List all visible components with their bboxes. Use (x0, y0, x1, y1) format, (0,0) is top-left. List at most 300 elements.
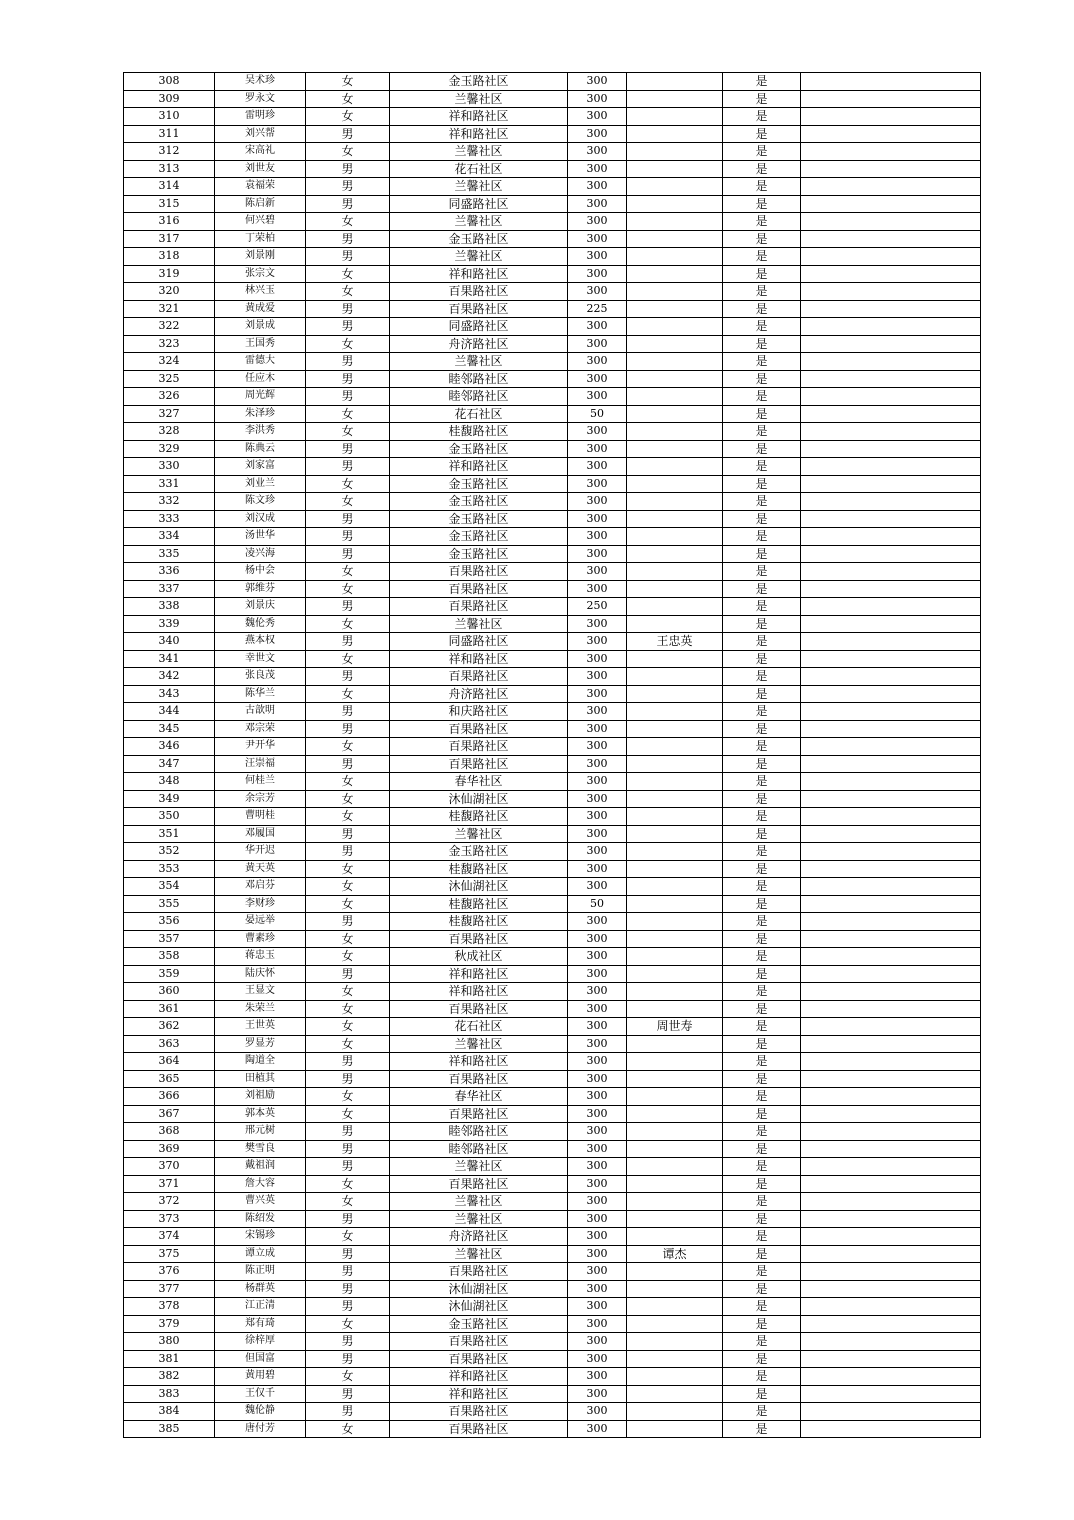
person-name-cell: 陈正明 (215, 1263, 306, 1281)
amount-cell: 300 (568, 878, 627, 896)
amount-cell: 300 (568, 808, 627, 826)
table-row (124, 668, 981, 686)
community-cell: 祥和路社区 (390, 125, 568, 143)
gender-cell: 女 (306, 1088, 390, 1106)
amount-cell: 300 (568, 1228, 627, 1246)
amount-cell: 300 (568, 1018, 627, 1036)
person-name-cell: 罗永文 (215, 90, 306, 108)
remarks-cell (801, 1140, 981, 1158)
community-cell: 舟济路社区 (390, 1228, 568, 1246)
row-number-cell: 327 (124, 405, 215, 423)
agent-cell (627, 1263, 723, 1281)
community-cell: 金玉路社区 (390, 230, 568, 248)
gender-cell: 女 (306, 283, 390, 301)
gender-cell: 女 (306, 1315, 390, 1333)
agent-cell (627, 1420, 723, 1438)
table-row (124, 1193, 981, 1211)
agent-cell (627, 930, 723, 948)
status-flag-cell: 是 (723, 388, 801, 406)
person-name-cell: 邓履国 (215, 825, 306, 843)
gender-cell: 男 (306, 370, 390, 388)
amount-cell: 300 (568, 458, 627, 476)
gender-cell: 男 (306, 195, 390, 213)
gender-cell: 女 (306, 650, 390, 668)
agent-cell (627, 353, 723, 371)
row-number-cell: 339 (124, 615, 215, 633)
status-flag-cell: 是 (723, 1368, 801, 1386)
gender-cell: 男 (306, 160, 390, 178)
remarks-cell (801, 615, 981, 633)
person-name-cell: 樊雪良 (215, 1140, 306, 1158)
gender-cell: 男 (306, 125, 390, 143)
person-name-cell: 张宗文 (215, 265, 306, 283)
amount-cell: 300 (568, 983, 627, 1001)
status-flag-cell: 是 (723, 1193, 801, 1211)
person-name-cell: 幸世文 (215, 650, 306, 668)
remarks-cell (801, 1123, 981, 1141)
remarks-cell (801, 1263, 981, 1281)
row-number-cell: 357 (124, 930, 215, 948)
amount-cell: 300 (568, 930, 627, 948)
agent-cell (627, 388, 723, 406)
community-cell: 祥和路社区 (390, 108, 568, 126)
table-row (124, 948, 981, 966)
amount-cell: 300 (568, 1140, 627, 1158)
status-flag-cell: 是 (723, 878, 801, 896)
status-flag-cell: 是 (723, 1123, 801, 1141)
community-cell: 金玉路社区 (390, 475, 568, 493)
remarks-cell (801, 1403, 981, 1421)
row-number-cell: 315 (124, 195, 215, 213)
agent-cell (627, 563, 723, 581)
person-name-cell: 宋高礼 (215, 143, 306, 161)
remarks-cell (801, 1385, 981, 1403)
status-flag-cell: 是 (723, 895, 801, 913)
amount-cell: 300 (568, 860, 627, 878)
amount-cell: 300 (568, 1070, 627, 1088)
row-number-cell: 374 (124, 1228, 215, 1246)
gender-cell: 女 (306, 335, 390, 353)
gender-cell: 男 (306, 1140, 390, 1158)
row-number-cell: 345 (124, 720, 215, 738)
agent-cell (627, 965, 723, 983)
status-flag-cell: 是 (723, 160, 801, 178)
amount-cell: 300 (568, 913, 627, 931)
agent-cell (627, 1105, 723, 1123)
status-flag-cell: 是 (723, 1140, 801, 1158)
table-row (124, 510, 981, 528)
remarks-cell (801, 563, 981, 581)
table-row (124, 913, 981, 931)
community-cell: 百果路社区 (390, 1333, 568, 1351)
remarks-cell (801, 1018, 981, 1036)
agent-cell (627, 125, 723, 143)
status-flag-cell: 是 (723, 528, 801, 546)
status-flag-cell: 是 (723, 1018, 801, 1036)
person-name-cell: 邢元树 (215, 1123, 306, 1141)
remarks-cell (801, 685, 981, 703)
row-number-cell: 355 (124, 895, 215, 913)
row-number-cell: 331 (124, 475, 215, 493)
person-name-cell: 汪崇福 (215, 755, 306, 773)
remarks-cell (801, 1350, 981, 1368)
person-name-cell: 杨群英 (215, 1280, 306, 1298)
person-name-cell: 曹明桂 (215, 808, 306, 826)
gender-cell: 男 (306, 598, 390, 616)
amount-cell: 300 (568, 493, 627, 511)
agent-cell (627, 335, 723, 353)
person-name-cell: 刘汉成 (215, 510, 306, 528)
gender-cell: 女 (306, 423, 390, 441)
table-row (124, 1420, 981, 1438)
table-row (124, 318, 981, 336)
status-flag-cell: 是 (723, 650, 801, 668)
agent-cell (627, 300, 723, 318)
gender-cell: 男 (306, 318, 390, 336)
row-number-cell: 347 (124, 755, 215, 773)
person-name-cell: 江正清 (215, 1298, 306, 1316)
gender-cell: 男 (306, 633, 390, 651)
gender-cell: 女 (306, 685, 390, 703)
community-cell: 兰馨社区 (390, 248, 568, 266)
agent-cell: 谭杰 (627, 1245, 723, 1263)
remarks-cell (801, 160, 981, 178)
gender-cell: 女 (306, 1420, 390, 1438)
table-row (124, 598, 981, 616)
gender-cell: 男 (306, 1158, 390, 1176)
status-flag-cell: 是 (723, 1228, 801, 1246)
table-row (124, 895, 981, 913)
person-name-cell: 李洪秀 (215, 423, 306, 441)
table-row (124, 1105, 981, 1123)
gender-cell: 女 (306, 878, 390, 896)
table-row (124, 1123, 981, 1141)
remarks-cell (801, 1088, 981, 1106)
status-flag-cell: 是 (723, 475, 801, 493)
agent-cell (627, 1368, 723, 1386)
community-cell: 祥和路社区 (390, 1368, 568, 1386)
gender-cell: 女 (306, 615, 390, 633)
table-row (124, 738, 981, 756)
amount-cell: 300 (568, 388, 627, 406)
person-name-cell: 尹开华 (215, 738, 306, 756)
remarks-cell (801, 143, 981, 161)
agent-cell (627, 265, 723, 283)
community-cell: 舟济路社区 (390, 685, 568, 703)
gender-cell: 男 (306, 1263, 390, 1281)
gender-cell: 女 (306, 1228, 390, 1246)
gender-cell: 女 (306, 1105, 390, 1123)
status-flag-cell: 是 (723, 1333, 801, 1351)
agent-cell (627, 685, 723, 703)
row-number-cell: 369 (124, 1140, 215, 1158)
gender-cell: 男 (306, 545, 390, 563)
remarks-cell (801, 913, 981, 931)
community-cell: 兰馨社区 (390, 178, 568, 196)
row-number-cell: 349 (124, 790, 215, 808)
status-flag-cell: 是 (723, 510, 801, 528)
community-cell: 睦邻路社区 (390, 370, 568, 388)
row-number-cell: 353 (124, 860, 215, 878)
remarks-cell (801, 475, 981, 493)
row-number-cell: 351 (124, 825, 215, 843)
person-name-cell: 曹兴英 (215, 1193, 306, 1211)
status-flag-cell: 是 (723, 948, 801, 966)
status-flag-cell: 是 (723, 860, 801, 878)
person-name-cell: 何桂兰 (215, 773, 306, 791)
agent-cell (627, 1298, 723, 1316)
person-name-cell: 刘世友 (215, 160, 306, 178)
table-row (124, 1385, 981, 1403)
status-flag-cell: 是 (723, 1245, 801, 1263)
table-row (124, 160, 981, 178)
person-name-cell: 朱泽珍 (215, 405, 306, 423)
amount-cell: 300 (568, 1123, 627, 1141)
community-cell: 兰馨社区 (390, 1245, 568, 1263)
agent-cell (627, 1210, 723, 1228)
table-row (124, 1245, 981, 1263)
community-cell: 同盛路社区 (390, 633, 568, 651)
person-name-cell: 汤世华 (215, 528, 306, 546)
agent-cell (627, 143, 723, 161)
gender-cell: 女 (306, 493, 390, 511)
amount-cell: 300 (568, 90, 627, 108)
agent-cell (627, 1053, 723, 1071)
gender-cell: 女 (306, 213, 390, 231)
row-number-cell: 378 (124, 1298, 215, 1316)
status-flag-cell: 是 (723, 1053, 801, 1071)
row-number-cell: 359 (124, 965, 215, 983)
row-number-cell: 368 (124, 1123, 215, 1141)
community-cell: 百果路社区 (390, 755, 568, 773)
row-number-cell: 377 (124, 1280, 215, 1298)
table-row (124, 195, 981, 213)
status-flag-cell: 是 (723, 790, 801, 808)
status-flag-cell: 是 (723, 563, 801, 581)
amount-cell: 300 (568, 1315, 627, 1333)
table-row (124, 248, 981, 266)
agent-cell (627, 913, 723, 931)
amount-cell: 300 (568, 650, 627, 668)
status-flag-cell: 是 (723, 545, 801, 563)
table-row (124, 265, 981, 283)
agent-cell (627, 1193, 723, 1211)
row-number-cell: 363 (124, 1035, 215, 1053)
status-flag-cell: 是 (723, 1420, 801, 1438)
row-number-cell: 360 (124, 983, 215, 1001)
gender-cell: 女 (306, 808, 390, 826)
agent-cell (627, 1280, 723, 1298)
gender-cell: 男 (306, 230, 390, 248)
person-name-cell: 刘景成 (215, 318, 306, 336)
table-row (124, 615, 981, 633)
gender-cell: 女 (306, 738, 390, 756)
agent-cell (627, 1035, 723, 1053)
amount-cell: 300 (568, 318, 627, 336)
remarks-cell (801, 1420, 981, 1438)
table-row (124, 633, 981, 651)
table-row (124, 353, 981, 371)
status-flag-cell: 是 (723, 668, 801, 686)
person-name-cell: 林兴玉 (215, 283, 306, 301)
status-flag-cell: 是 (723, 283, 801, 301)
community-cell: 兰馨社区 (390, 825, 568, 843)
agent-cell (627, 195, 723, 213)
gender-cell: 男 (306, 755, 390, 773)
gender-cell: 男 (306, 353, 390, 371)
remarks-cell (801, 108, 981, 126)
status-flag-cell: 是 (723, 370, 801, 388)
remarks-cell (801, 405, 981, 423)
gender-cell: 男 (306, 843, 390, 861)
status-flag-cell: 是 (723, 248, 801, 266)
status-flag-cell: 是 (723, 458, 801, 476)
gender-cell: 男 (306, 825, 390, 843)
table-row (124, 650, 981, 668)
community-cell: 百果路社区 (390, 598, 568, 616)
table-row (124, 1298, 981, 1316)
row-number-cell: 361 (124, 1000, 215, 1018)
gender-cell: 女 (306, 90, 390, 108)
gender-cell: 男 (306, 388, 390, 406)
agent-cell (627, 73, 723, 91)
person-name-cell: 燕本权 (215, 633, 306, 651)
row-number-cell: 344 (124, 703, 215, 721)
row-number-cell: 380 (124, 1333, 215, 1351)
remarks-cell (801, 178, 981, 196)
agent-cell (627, 738, 723, 756)
remarks-cell (801, 458, 981, 476)
community-cell: 桂馥路社区 (390, 808, 568, 826)
community-cell: 兰馨社区 (390, 1210, 568, 1228)
remarks-cell (801, 265, 981, 283)
status-flag-cell: 是 (723, 353, 801, 371)
person-name-cell: 华开迟 (215, 843, 306, 861)
status-flag-cell: 是 (723, 230, 801, 248)
agent-cell (627, 1228, 723, 1246)
table-row (124, 1350, 981, 1368)
person-name-cell: 陈华兰 (215, 685, 306, 703)
amount-cell: 300 (568, 1035, 627, 1053)
status-flag-cell: 是 (723, 1070, 801, 1088)
person-name-cell: 魏伦秀 (215, 615, 306, 633)
table-row (124, 755, 981, 773)
gender-cell: 女 (306, 1000, 390, 1018)
status-flag-cell: 是 (723, 633, 801, 651)
table-row (124, 843, 981, 861)
table-row (124, 1263, 981, 1281)
amount-cell: 300 (568, 843, 627, 861)
person-name-cell: 戴祖润 (215, 1158, 306, 1176)
agent-cell (627, 825, 723, 843)
row-number-cell: 314 (124, 178, 215, 196)
person-name-cell: 田植其 (215, 1070, 306, 1088)
status-flag-cell: 是 (723, 440, 801, 458)
person-name-cell: 晏远举 (215, 913, 306, 931)
agent-cell (627, 178, 723, 196)
gender-cell: 男 (306, 1333, 390, 1351)
status-flag-cell: 是 (723, 1280, 801, 1298)
row-number-cell: 324 (124, 353, 215, 371)
person-name-cell: 魏伦静 (215, 1403, 306, 1421)
remarks-cell (801, 860, 981, 878)
remarks-cell (801, 1053, 981, 1071)
gender-cell: 女 (306, 983, 390, 1001)
status-flag-cell: 是 (723, 335, 801, 353)
table-row (124, 90, 981, 108)
amount-cell: 300 (568, 790, 627, 808)
status-flag-cell: 是 (723, 983, 801, 1001)
person-name-cell: 刘家富 (215, 458, 306, 476)
community-cell: 金玉路社区 (390, 1315, 568, 1333)
amount-cell: 300 (568, 1280, 627, 1298)
community-cell: 百果路社区 (390, 300, 568, 318)
community-cell: 睦邻路社区 (390, 388, 568, 406)
community-cell: 秋成社区 (390, 948, 568, 966)
remarks-cell (801, 1315, 981, 1333)
row-number-cell: 323 (124, 335, 215, 353)
gender-cell: 女 (306, 948, 390, 966)
amount-cell: 225 (568, 300, 627, 318)
status-flag-cell: 是 (723, 930, 801, 948)
table-row (124, 1053, 981, 1071)
table-row (124, 1333, 981, 1351)
community-cell: 睦邻路社区 (390, 1123, 568, 1141)
community-cell: 春华社区 (390, 773, 568, 791)
row-number-cell: 318 (124, 248, 215, 266)
remarks-cell (801, 353, 981, 371)
remarks-cell (801, 930, 981, 948)
community-cell: 桂馥路社区 (390, 913, 568, 931)
status-flag-cell: 是 (723, 1000, 801, 1018)
table-row (124, 965, 981, 983)
table-row (124, 930, 981, 948)
community-cell: 和庆路社区 (390, 703, 568, 721)
remarks-cell (801, 738, 981, 756)
amount-cell: 50 (568, 405, 627, 423)
community-cell: 祥和路社区 (390, 965, 568, 983)
table-row (124, 545, 981, 563)
amount-cell: 300 (568, 1333, 627, 1351)
gender-cell: 女 (306, 563, 390, 581)
gender-cell: 女 (306, 773, 390, 791)
community-cell: 百果路社区 (390, 1105, 568, 1123)
row-number-cell: 376 (124, 1263, 215, 1281)
amount-cell: 300 (568, 965, 627, 983)
person-name-cell: 王仅千 (215, 1385, 306, 1403)
amount-cell: 300 (568, 685, 627, 703)
row-number-cell: 320 (124, 283, 215, 301)
row-number-cell: 382 (124, 1368, 215, 1386)
table-row (124, 825, 981, 843)
gender-cell: 女 (306, 265, 390, 283)
remarks-cell (801, 598, 981, 616)
agent-cell (627, 528, 723, 546)
status-flag-cell: 是 (723, 808, 801, 826)
agent-cell (627, 108, 723, 126)
person-name-cell: 郭本英 (215, 1105, 306, 1123)
community-cell: 金玉路社区 (390, 528, 568, 546)
amount-cell: 300 (568, 370, 627, 388)
community-cell: 兰馨社区 (390, 353, 568, 371)
agent-cell (627, 230, 723, 248)
status-flag-cell: 是 (723, 685, 801, 703)
row-number-cell: 340 (124, 633, 215, 651)
remarks-cell (801, 843, 981, 861)
person-name-cell: 郑有琦 (215, 1315, 306, 1333)
table-row (124, 1175, 981, 1193)
gender-cell: 男 (306, 1070, 390, 1088)
